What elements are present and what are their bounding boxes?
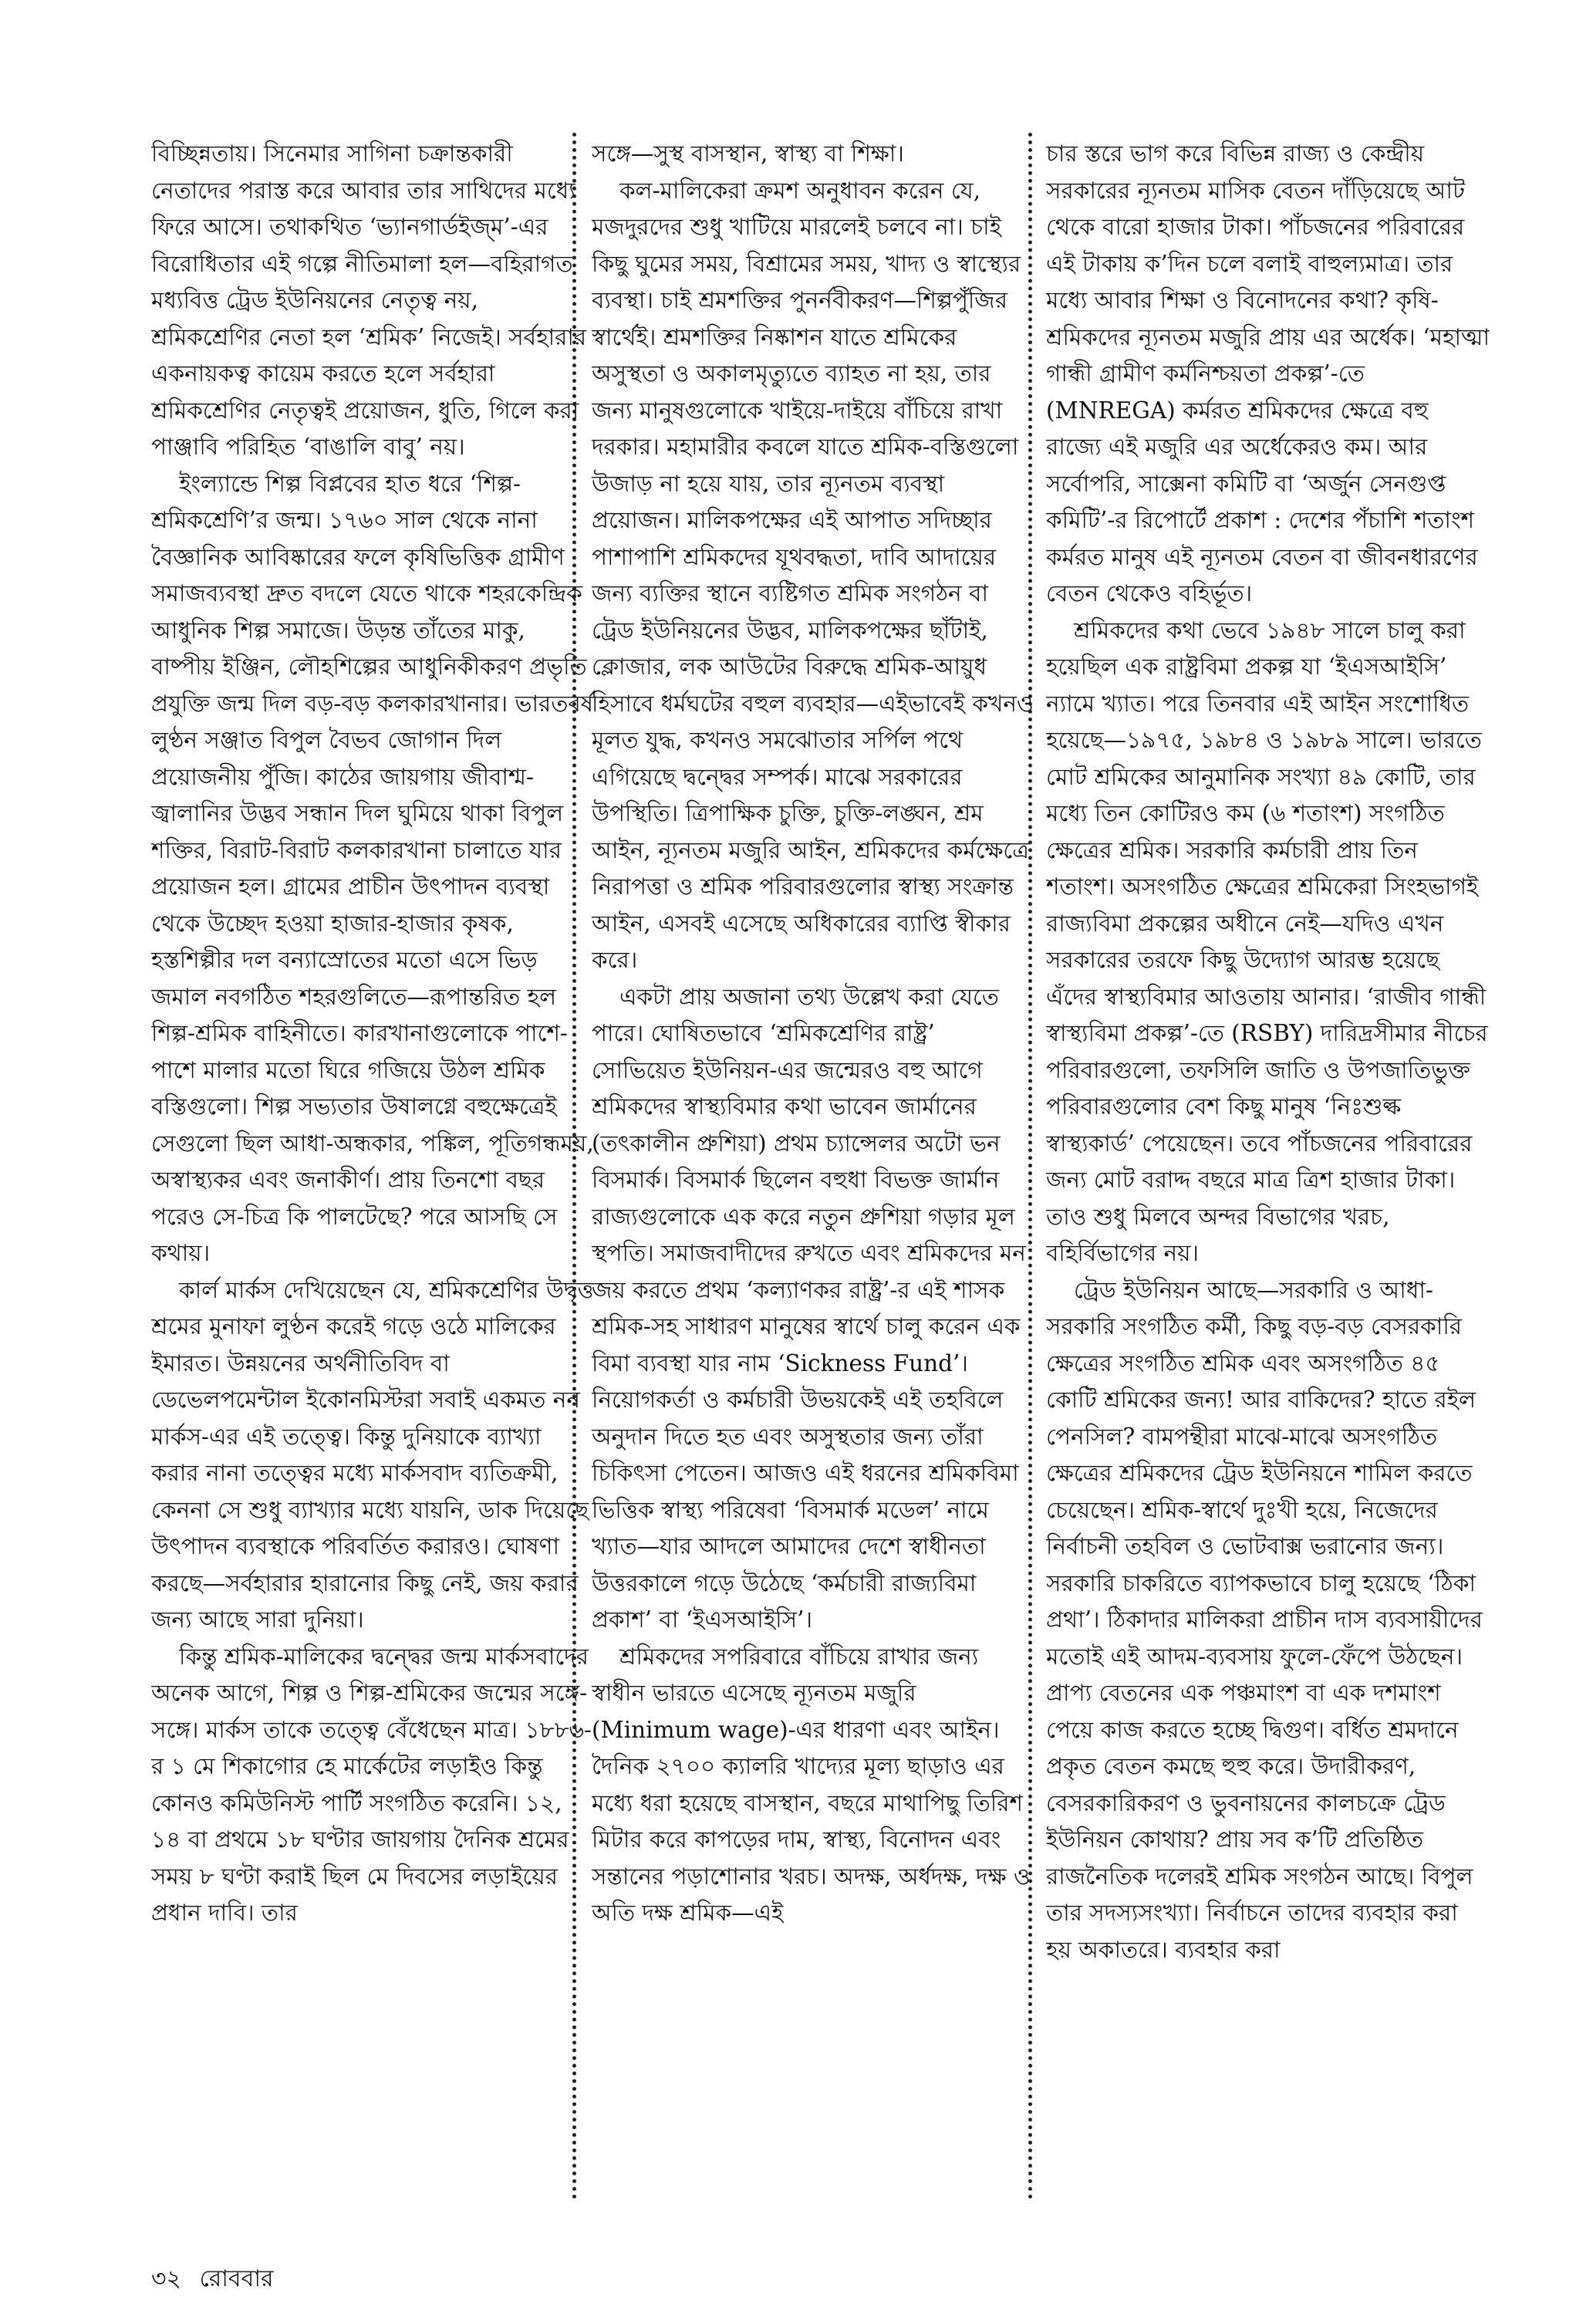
paragraph: বিচ্ছিন্নতায়। সিনেমার সাগিনা চক্রান্তকারী নেতাদের পরাস্ত করে আবার তার সাথিদের মধ্যে ফিরে আসে। তথাকথিত ‘ভ্যানগার্ডইজ্‌ম’-এর বিরোধিতার এই গল্পে নীতিমালা হল—বহিরাগত মধ্যবিত্ত ট্রেড ইউনিয়নের নেতৃত্ব নয়, শ্রমিকশ্রেণির নেতা হল ‘শ্রমিক’ নিজেই। সর্বহারার একনায়কত্ব কায়েম করতে হলে সর্বহারা শ্রমিকশ্রেণির নেতৃত্বই প্রয়োজন, ধুতি, গিলে করা পাঞ্জাবি পরিহিত ‘বাঙালি বাবু’ নয়। [151,140,587,460]
paragraph: শ্রমিকদের কথা ভেবে ১৯৪৮ সালে চালু করা হয়েছিল এক রাষ্ট্রবিমা প্রকল্প যা ‘ইএসআইসি’ ন্যামে খ্যাত। পরে তিনবার এই আইন সংশোধিত হয়েছে—১৯৭৫, ১৯৮৪ ও ১৯৮৯ সালে। ভারতে মোট শ্রমিকের আনুমানিক সংখ্যা ৪৯ কোটি, তার মধ্যে তিন কোটিরও কম (৬ শতাংশ) সংগঠিত ক্ষেত্রের শ্রমিক। সরকারি কর্মচারী প্রায় তিন শতাংশ। অসংগঠিত ক্ষেত্রের শ্রমিকেরা সিংহভাগই রাজ্যবিমা প্রকল্পের অধীনে নেই—যদিও এখন সরকারের তরফে কিছু উদ্যোগ আরম্ভ হয়েছে এঁদের স্বাস্থ্যবিমার আওতায় আনার। ‘রাজীব গান্ধী স্বাস্থ্যবিমা প্রকল্প’-তে (RSBY) দারিদ্রসীমার নীচের পরিবারগুলো, তফসিলি জাতি ও উপজাতিভুক্ত পরিবারগুলোর বেশ কিছু মানুষ ‘নিঃশুল্ক স্বাস্থ্যকার্ড’ পেয়েছেন। তবে পাঁচজনের পরিবারের জন্য মোট বরাদ্দ বছরে মাত্র ত্রিশ হাজার টাকা। তাও শুধু মিলবে অন্দর বিভাগের খরচ, বহির্বিভাগের নয়। [1046,616,1488,1266]
paragraph: কিন্তু শ্রমিক-মালিকের দ্বন্দ্বের জন্ম মার্কসবাদের অনেক আগে, শিল্প ও শিল্প-শ্রমিকের জন্মের সঙ্গে-সঙ্গে। মার্কস তাকে তত্ত্বে বেঁধেছেন মাত্র। ১৮৮৬-র ১ মে শিকাগোর হে মার্কেটের লড়াইও কিন্তু কোনও কমিউনিস্ট পার্টি সংগঠিত করেনি। ১২, ১৪ বা প্রথমে ১৮ ঘণ্টার জায়গায় দৈনিক শ্রমের সময় ৮ ঘণ্টা করাই ছিল মে দিবসের লড়াইয়ের প্রধান দাবি। তার [151,1643,592,1926]
paragraph: শ্রমিকদের সপরিবারে বাঁচিয়ে রাখার জন্য স্বাধীন ভারতে এসেছে ন্যূনতম মজুরি (Minimum wage)-এর ধারণা এবং আইন। দৈনিক ২৭০০ ক্যালরি খাদ্যের মূল্য ছাড়াও এর মধ্যে ধরা হয়েছে বাসস্থান, বছরে মাথাপিছু তিরিশ মিটার করে কাপড়ের দাম, স্বাস্থ্য, বিনোদন এবং সন্তানের পড়াশোনার খরচ। অদক্ষ, অর্ধদক্ষ, দক্ষ ও অতি দক্ষ শ্রমিক—এই [592,1643,1031,1926]
article-column-1 [151,136,595,2219]
paragraph: চার স্তরে ভাগ করে বিভিন্ন রাজ্য ও কেন্দ্রীয় সরকারের ন্যূনতম মাসিক বেতন দাঁড়িয়েছে আট থেকে বারো হাজার টাকা। পাঁচজনের পরিবারের এই টাকায় ক’দিন চলে বলাই বাহুল্যমাত্র। তার মধ্যে আবার শিক্ষা ও বিনোদনের কথা? কৃষি-শ্রমিকদের ন্যূনতম মজুরি প্রায় এর অর্ধেক। ‘মহাত্মা গান্ধী গ্রামীণ কর্মনিশ্চয়তা প্রকল্প’-তে (MNREGA) কর্মরত শ্রমিকদের ক্ষেত্রে বহু রাজ্যে এই মজুরি এর অর্ধেকেরও কম। আর সর্বোপরি, সাক্সেনা কমিটি বা ‘অর্জুন সেনগুপ্ত কমিটি’-র রিপোর্টে প্রকাশ : দেশের পঁচাশি শতাংশ কর্মরত মানুষ এই ন্যূনতম বেতন বা জীবনধারণের বেতন থেকেও বহির্ভূত। [1046,140,1490,606]
paragraph: ট্রেড ইউনিয়ন আছে—সরকারি ও আধা-সরকারি সংগঠিত কর্মী, কিছু বড়-বড় বেসরকারি ক্ষেত্রের সংগঠিত শ্রমিক এবং অসংগঠিত ৪৫ কোটি শ্রমিকের জন্য! আর বাকিদের? হাতে রইল পেনসিল? বামপন্থীরা মাঝে-মাঝে অসংগঠিত ক্ষেত্রের শ্রমিকদের ট্রেড ইউনিয়নে শামিল করতে চেয়েছেন। শ্রমিক-স্বার্থে দুঃখী হয়ে, নিজেদের নির্বাচনী তহবিল ও ভোটবাক্স ভরানোর জন্য। সরকারি চাকরিতে ব্যাপকভাবে চালু হয়েছে ‘ঠিকা প্রথা’। ঠিকাদার মালিকরা প্রাচীন দাস ব্যবসায়ীদের মতোই এই আদম-ব্যবসায় ফুলে-ফেঁপে উঠছেন। প্রাপ্য বেতনের এক পঞ্চমাংশ বা এক দশমাংশ পেয়ে কাজ করতে হচ্ছে দ্বিগুণ। বর্ধিত শ্রমদানে প্রকৃত বেতন কমছে হুহু করে। উদারীকরণ, বেসরকারিকরণ ও ভুবনায়নের কালচক্রে ট্রেড ইউনিয়ন কোথায়? প্রায় সব ক’টি প্রতিষ্ঠিত রাজনৈতিক দলেরই শ্রমিক সংগঠন আছে। বিপুল তার সদস্যসংখ্যা। নির্বাচনে তাদের ব্যবহার করা হয় অকাতরে। ব্যবহার করা [1046,1276,1483,1963]
article-column-3 [1046,136,1490,2219]
page-footer [151,2264,285,2295]
paragraph: ইংল্যান্ডে শিল্প বিপ্লবের হাত ধরে ‘শিল্প-শ্রমিকশ্রেণি’র জন্ম। ১৭৬০ সাল থেকে নানা বৈজ্ঞানিক আবিষ্কারের ফলে কৃষিভিত্তিক গ্রামীণ সমাজব্যবস্থা দ্রুত বদলে যেতে থাকে শহরকেন্দ্রিক আধুনিক শিল্প সমাজে। উড়ন্ত তাঁতের মাকু, বাষ্পীয় ইঞ্জিন, লৌহশিল্পের আধুনিকীকরণ প্রভৃতি প্রযুক্তি জন্ম দিল বড়-বড় কলকারখানার। ভারতবর্ষ লুণ্ঠন সঞ্জাত বিপুল বৈভব জোগান দিল প্রয়োজনীয় পুঁজি। কাঠের জায়গায় জীবাশ্ম-জ্বালানির উদ্ভব সন্ধান দিল ঘুমিয়ে থাকা বিপুল শক্তির, বিরাট-বিরাট কলকারখানা চালাতে যার প্রয়োজন হল। গ্রামের প্রাচীন উৎপাদন ব্যবস্থা থেকে উচ্ছেদ হওয়া হাজার-হাজার কৃষক, হস্তশিল্পীর দল বন্যাস্রোতের মতো এসে ভিড় জমাল নবগঠিত শহরগুলিতে—রূপান্তরিত হল শিল্প-শ্রমিক বাহিনীতে। কারখানাগুলোকে পাশে-পাশে মালার মতো ঘিরে গজিয়ে উঠল শ্রমিক বস্তিগুলো। শিল্প সভ্যতার উষালগ্নে বহুক্ষেত্রেই সেগুলো ছিল আধা-অন্ধকার, পঙ্কিল, পূতিগন্ধময়, অস্বাস্থ্যকর এবং জনাকীর্ণ। প্রায় তিনশো বছর পরেও সে-চিত্র কি পালটেছে? পরে আসছি সে কথায়। [151,470,594,1266]
column-divider-dotted [572,133,576,2201]
paragraph: সঙ্গে—সুস্থ বাসস্থান, স্বাস্থ্য বা শিক্ষা। [592,140,904,167]
paragraph: একটা প্রায় অজানা তথ্য উল্লেখ করা যেতে পারে। ঘোষিতভাবে ‘শ্রমিকশ্রেণির রাষ্ট্র’ সোভিয়েত ইউনিয়ন-এর জন্মেরও বহু আগে শ্রমিকদের স্বাস্থ্যবিমার কথা ভাবেন জার্মানের (তৎকালীন প্রুশিয়া) প্রথম চ্যান্সেলর অটো ভন বিসমার্ক। বিসমার্ক ছিলেন বহুধা বিভক্ত জার্মান রাজ্যগুলোকে এক করে নতুন প্রুশিয়া গড়ার মূল স্থপতি। সমাজবাদীদের রুখতে এবং শ্রমিকদের মন জয় করতে প্রথম ‘কল্যাণকর রাষ্ট্র’-র এই শাসক শ্রমিক-সহ সাধারণ মানুষের স্বার্থে চালু করেন এক বিমা ব্যবস্থা যার নাম ‘Sickness Fund’। নিয়োগকর্তা ও কর্মচারী উভয়কেই এই তহবিলে অনুদান দিতে হত এবং অসুস্থতার জন্য তাঁরা চিকিৎসা পেতেন। আজও এই ধরনের শ্রমিকবিমা ভিত্তিক স্বাস্থ্য পরিষেবা ‘বিসমার্ক মডেল’ নামে খ্যাত—যার আদলে আমাদের দেশে স্বাধীনতা উত্তরকালে গড়ে উঠেছে ‘কর্মচারী রাজ্যবিমা প্রকাশ’ বা ‘ইএসআইসি’। [592,983,1026,1633]
column-divider-dotted [1028,133,1032,2201]
article-column-2 [592,136,1035,2219]
page-number: ৩২ [151,2265,182,2292]
paragraph: কল-মালিকেরা ক্রমশ অনুধাবন করেন যে, মজদুরদের শুধু খাটিয়ে মারলেই চলবে না। চাই কিছু ঘুমের সময়, বিশ্রামের সময়, খাদ্য ও স্বাস্থ্যের ব্যবস্থা। চাই শ্রমশক্তির পুনর্নবীকরণ—শিল্পপুঁজির স্বার্থেই। শ্রমশক্তির নিষ্কাশন যাতে শ্রমিকের অসুস্থতা ও অকালমৃত্যুতে ব্যাহত না হয়, তার জন্য মানুষগুলোকে খাইয়ে-দাইয়ে বাঁচিয়ে রাখা দরকার। মহামারীর কবলে যাতে শ্রমিক-বস্তিগুলো উজাড় না হয়ে যায়, তার ন্যূনতম ব্যবস্থা প্রয়োজন। মালিকপক্ষের এই আপাত সদিচ্ছার পাশাপাশি শ্রমিকদের যূথবদ্ধতা, দাবি আদায়ের জন্য ব্যক্তির স্থানে ব্যষ্টিগত শ্রমিক সংগঠন বা ট্রেড ইউনিয়নের উদ্ভব, মালিকপক্ষের ছাঁটাই, ক্লোজার, লক আউটের বিরুদ্ধে শ্রমিক-আয়ুধ হিসাবে ধর্মঘটের বহুল ব্যবহার—এইভাবেই কখনও মূলত যুদ্ধ, কখনও সমঝোতার সর্পিল পথে এগিয়েছে দ্বন্দ্বের সম্পর্ক। মাঝে সরকারের উপস্থিতি। ত্রিপাক্ষিক চুক্তি, চুক্তি-লঙ্ঘন, শ্রম আইন, ন্যূনতম মজুরি আইন, শ্রমিকদের কর্মক্ষেত্রে নিরাপত্তা ও শ্রমিক পরিবারগুলোর স্বাস্থ্য সংক্রান্ত আইন, এসবই এসেছে অধিকারের ব্যাপ্তি স্বীকার করে। [592,177,1034,973]
paragraph: কার্ল মার্কস দেখিয়েছেন যে, শ্রমিকশ্রেণির উদ্বৃত্ত শ্রমের মুনাফা লুণ্ঠন করেই গড়ে ওঠে মালিকের ইমারত। উন্নয়নের অর্থনীতিবিদ বা ডেভেলপমেন্টাল ইকোনমিস্টরা সবাই একমত নন মার্কস-এর এই তত্ত্বে। কিন্তু দুনিয়াকে ব্যাখ্যা করার নানা তত্ত্বের মধ্যে মার্কসবাদ ব্যতিক্রমী, কেননা সে শুধু ব্যাখ্যার মধ্যে যায়নি, ডাক দিয়েছে উৎপাদন ব্যবস্থাকে পরিবর্তিত করারও। ঘোষণা করছে—সর্বহারার হারানোর কিছু নেই, জয় করার জন্য আছে সারা দুনিয়া। [151,1276,594,1633]
magazine-name: রোববার [199,2265,274,2292]
